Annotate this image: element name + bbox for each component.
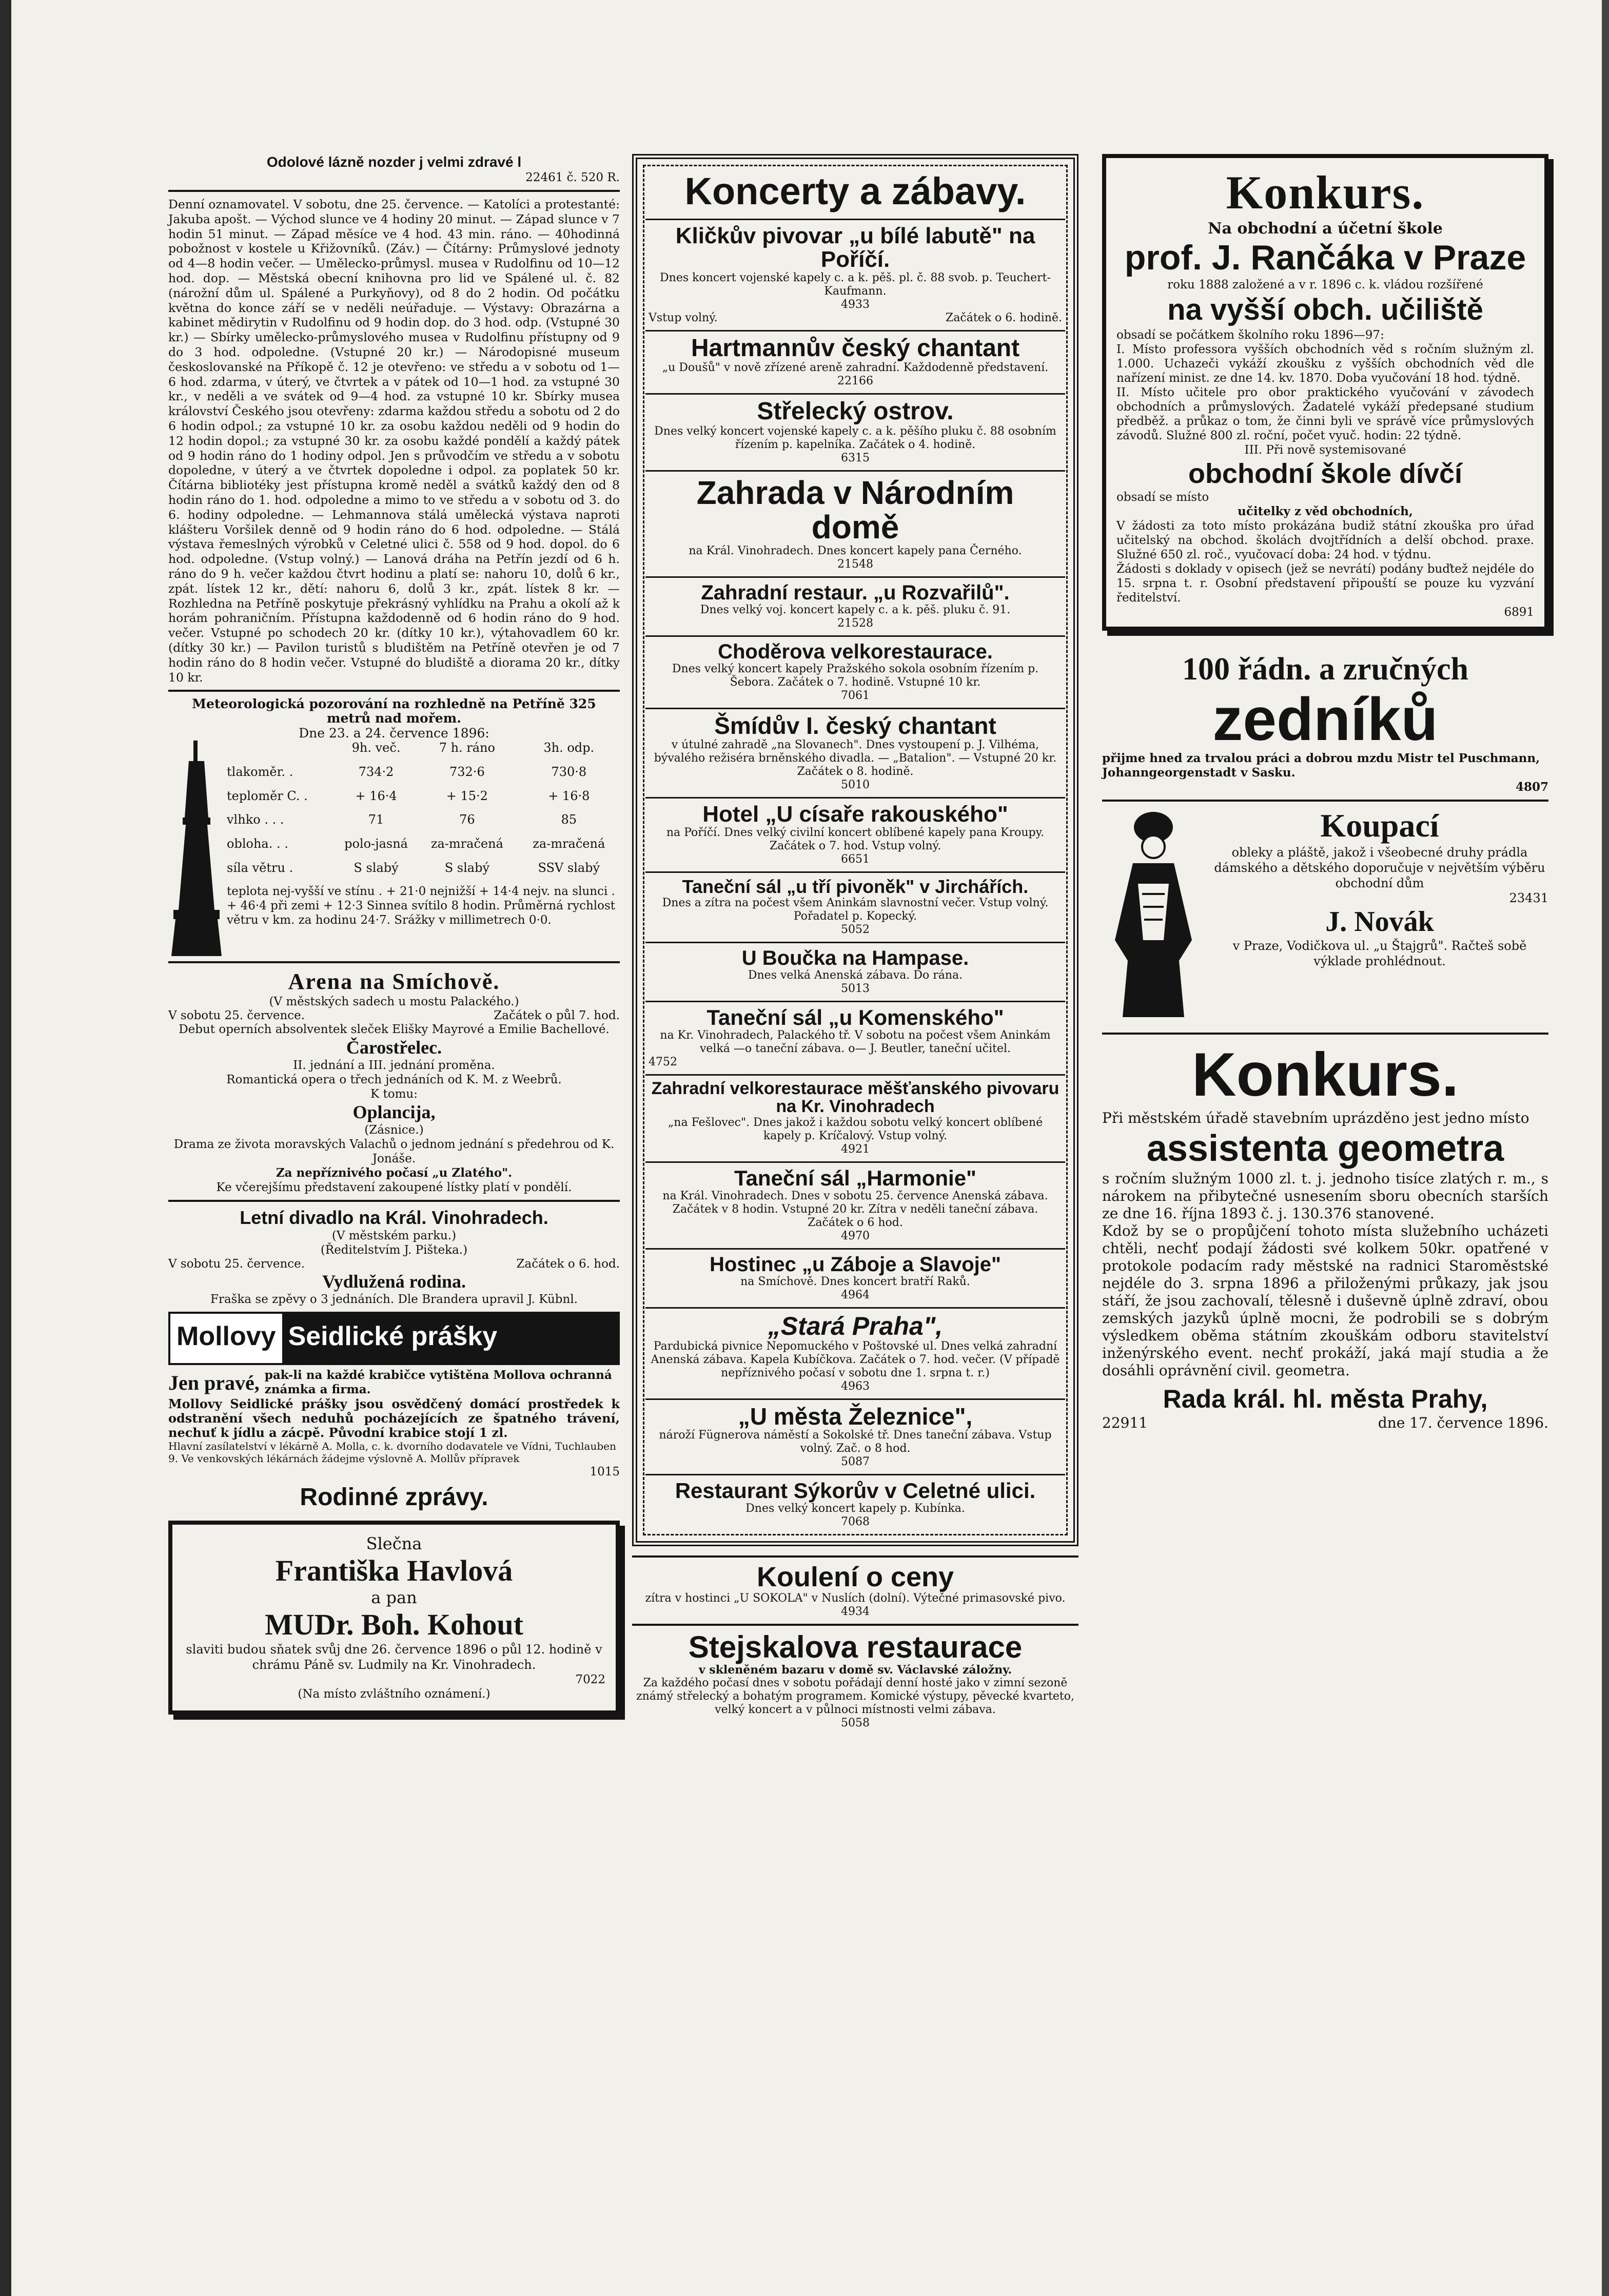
zednici-ref: 4807 xyxy=(1515,780,1548,794)
family-line3: a pan xyxy=(371,1588,417,1608)
stejskal-text: Za každého počasí dnes v sobotu pořádají denní hosté jako v zimní sezoně známý střelecký a bohatým programem. Komické výstupy, pěvecké kvarteto, velký koncert a v půlnoci místnosti velmi zábava. xyxy=(636,1676,1075,1716)
konkurs1-title: Konkurs. xyxy=(1226,166,1425,219)
mollov-ref: 1015 xyxy=(590,1465,620,1479)
mollov-jen-sub: pak-li na každé krabičce vytištěna Mollova ochranná známka a firma. xyxy=(264,1368,612,1397)
meteo-section xyxy=(168,697,620,956)
koulení-title: Koulení o ceny xyxy=(756,1561,954,1592)
zednici-ad xyxy=(1102,651,1548,794)
koupaci-ad xyxy=(1102,807,1548,1027)
mollov-label-b: Seidlické prášky xyxy=(282,1314,618,1363)
concert-ad: Hartmannův český chantant „u Doušů" v nově zřízené areně zahradní. Každodenně představení. 22166 xyxy=(645,332,1065,395)
meteo-note: teplota nej-vyšší ve stínu . + 21·0 nejnižší + 14·4 nejv. na slunci . + 46·4 při zemi + 12·3 Sinnea svítilo 8 hodin. Průměrná rychlost větru v km. za hodinu 24·7. Srážky v millimetrech 0·0. xyxy=(227,885,616,927)
family-line1: Slečna xyxy=(366,1534,422,1554)
divider xyxy=(1102,1033,1548,1035)
tower-illustration xyxy=(168,741,225,956)
arena-debut: Debut operních absolventek sleček Elišky Mayrové a Emilie Bachellové. xyxy=(179,1023,610,1037)
stejskal-ad xyxy=(632,1624,1078,1730)
arena-show1: Čarostřelec. xyxy=(346,1037,442,1058)
family-line2: Františka Havlová xyxy=(275,1554,513,1588)
konkurs1-p1: obsadí se počátkem školního roku 1896—97: xyxy=(1116,328,1384,342)
mollov-jen: Jen pravé, xyxy=(168,1371,260,1394)
family-heading: Rodinné zprávy. xyxy=(300,1484,488,1511)
konkurs1-p4: III. Při nově systemisované xyxy=(1244,443,1406,457)
zednici-text: přijme hned za trvalou práci a dobrou mzdu Mistr tel Puschmann, Johanngeorgenstadt v Sasku. xyxy=(1102,751,1540,780)
daily-notices: Denní oznamovatel. V sobotu, dne 25. července. — Katolíci a protestanté: Jakuba apošt. — Východ slunce ve 4 hodiny 20 minut. — Západ slunce v 7 hodin 51 minut. — Západ měsíce ve 4 hod. 43 min. ráno. — 40hodinná pobožnost v kostele u Křižovníků. (Záv.) — Čítárny: Průmyslové jednoty od 4—8 hodin večer. — Umělecko-průmysl. musea v Rudolfinu od 10—12 hod. dop. — Městská obecní knihovna pro lid ve Spálené ul. č. 82 (nárožní dům ul. Spálené a Purkyňovy), od 8 do 2 hodin. Od počátku května do konce září se v neděli neúřaduje. — Výstavy: Obrazárna a kabinet mědirytin v Rudolfinu od 9 hodin dop. do 3 hod. odp. (Vstupné 30 kr.) — Sbírky umělecko-průmyslového musea v Rudolfinu přístupny od 9 do 3 hod. odpoledne. (Vstupné 20 kr.) — Národopisné museum českoslovanské na Příkopě č. 12 je otevřeno: ve středu a v sobotu od 1—6 hod. zdarma, v úterý, ve čtvrtek a v pátek od 10—1 hod. za vstupné 30 kr., v neděli a ve svátek od 9—4 hod. za vstupné 10 kr. Sbírky musea království Českého jsou otevřeny: zdarma každou středu a sobotu od 2 do 6 hodin odpol.; za vstupné 10 kr. za osobu každou neděli od 9 hodin do 12 hodin dopol.; za vstupné 30 kr. za osobu každé pondělí a každý pátek od 9 hodin ráno do 1 hodiny odpol. Jen s průvodčím ve středu a v sobotu dopoledne, v úterý a ve čtvrtek dopoledne i odpol. za poplatek 50 kr. Čítárna bibliotéky jest přístupna kromě neděl a svátků každý den od 8 hodin ráno do 1. hod. odpoledne a mimo to ve středu a v sobotu od 3. do 6. hodiny odpoledne. — Lehmannova stálá umělecká výstava naproti klášteru Voršilek denně od 9 hodin ráno do 6 hod. odpoledne. — Stálá výstava řemeslných výrobků v Celetné ulici č. 558 od 9 hod. dopol. do 6 hod. odpoledne. (Vstup volný.) — Lanová dráha na Petřín jezdí od 6 h. ráno do 9 h. večer každou čtvrt hodinu a platí se: nahoru 10, dolů 6 kr., zpát. lístek 12 kr., dětí: nahoru 6, dolů 3 kr., zpát. lístek 8 kr. — Rozhledna na Petříně poskytuje překrásný vyhlídku na Prahu a okolí až k horám pohraničním. Přístupna každodenně od 6 hodin ráno do 9 hod. večer. Vstupné po schodech 20 kr. (dítky 10 kr.), výtahovadlem 60 kr. (dítky 30 kr.) — Pavilon turistů s bludištěm na Petříně otevřen je od 7 hodin ráno do 8 hodin večer. Vstupné do bludiště a diorama 20 kr., dítky 10 kr. xyxy=(168,197,620,685)
konkurs1-sub: Na obchodní a účetní škole xyxy=(1208,220,1443,238)
meteo-col: 7 h. ráno xyxy=(439,741,496,755)
konkurs1-p5: obsadí se místo xyxy=(1116,491,1209,504)
concert-ad: Zahradní restaur. „u Rozvařilů". Dnes velký voj. koncert kapely c. a k. pěš. pluku č. 91. 21528 xyxy=(645,578,1065,637)
concert-ad: Šmídův I. český chantant v útulné zahradě „na Slovanech". Dnes vystoupení p. J. Vilhéma, bývalého režiséra brněnského divadla. — „Batalion". — Vstupné 20 kr. Začátek o 8. hodině. 5010 xyxy=(645,709,1065,798)
arena-show1-desc: Romantická opera o třech jednáních od K. M. z Weebrů. xyxy=(226,1073,562,1087)
arena-date: V sobotu 25. července. xyxy=(168,1009,305,1023)
divider xyxy=(168,961,620,963)
arena-k-tomu: K tomu: xyxy=(370,1087,418,1101)
concert-ad: Zahrada v Národním domě na Král. Vinohradech. Dnes koncert kapely pana Černého. 21548 xyxy=(645,472,1065,578)
middle-column xyxy=(632,154,1078,1730)
concert-ad: Taneční sál „u Komenského" na Kr. Vinohradech, Palackého tř. V sobotu na počest všem Aninkám velká —o taneční zábava. o— J. Beutler, taneční učitel. 4752 xyxy=(645,1002,1065,1076)
scan-edge-right xyxy=(1602,0,1609,2296)
koupaci-title: Koupací xyxy=(1320,807,1439,844)
zednici-head: 100 řádn. a zručných xyxy=(1182,652,1468,687)
konkurs1-big2: obchodní škole dívčí xyxy=(1188,458,1463,489)
arena-show2-desc: Drama ze života moravských Valachů o jednom jednání s předehrou od K. Jonáše. xyxy=(173,1138,615,1166)
family-note: (Na místo zvláštního oznámení.) xyxy=(298,1687,490,1701)
concert-ad: Kličkův pivovar „u bílé labutě" na Poříčí. Dnes koncert vojenské kapely c. a k. pěš. pl. č. 88 svob. p. Teuchert-Kaufmann. 4933 Vstup volný. Začátek o 6. hodině. xyxy=(645,220,1065,332)
konkurs2-big: assistenta geometra xyxy=(1146,1128,1504,1169)
koulení-ref: 4934 xyxy=(841,1605,870,1618)
family-ref: 7022 xyxy=(575,1673,605,1687)
divadlo-section xyxy=(168,1207,620,1307)
concert-ad: „Stará Praha", Pardubická pivnice Nepomuckého v Poštovské ul. Dnes velká zahradní Anenská zábava. Kapela Kubíčkova. Začátek o 7. hod. večer. (V případě nepříznivého počasí v sobotu dne 1. srpna t. r.) 4963 xyxy=(645,1309,1065,1400)
koulení-text: zítra v hostinci „U SOKOLA" v Nuslích (dolní). Výtečné primasovské pivo. xyxy=(645,1591,1066,1605)
koulení-ad xyxy=(632,1555,1078,1619)
family-notice xyxy=(168,1521,620,1715)
stejskal-sub: v skleněném bazaru v domě sv. Václavské záložny. xyxy=(698,1663,1012,1677)
left-column xyxy=(168,154,620,1715)
arena-sub: (V městských sadech u mostu Palackého.) xyxy=(269,995,519,1009)
konkurs1-founded: roku 1888 založené a v r. 1896 c. k. vládou rozšířené xyxy=(1167,278,1483,291)
stejskal-title: Stejskalova restaurace xyxy=(688,1629,1023,1664)
konkurs2-date: dne 17. července 1896. xyxy=(1378,1414,1548,1431)
konkurs1-p8: Žádosti s doklady v opisech (jež se nevrátí) podány buďtež nejdéle do 15. srpna t. r. Osobní představení připouští se pouze ku vyzvání ředitelství. xyxy=(1116,562,1534,605)
concert-ad: Střelecký ostrov. Dnes velký koncert vojenské kapely c. a k. pěšího pluku č. 88 osobním řízením p. kapelníka. Začátek o 4. hodině. 6315 xyxy=(645,395,1065,471)
koupaci-ref: 23431 xyxy=(1509,891,1548,905)
meteo-row: teploměr C. . + 16·4 + 15·2 + 16·8 xyxy=(227,788,590,803)
arena-note: Za nepříznivého počasí „u Zlatého". xyxy=(276,1166,513,1180)
meteo-row: síla větru . S slabý S slabý SSV slabý xyxy=(227,860,600,875)
concerts-title: Koncerty a zábavy. xyxy=(645,166,1065,220)
arena-start: Začátek o půl 7. hod. xyxy=(494,1009,620,1023)
divadlo-sub2: (Ředitelstvím J. Pišteka.) xyxy=(320,1243,468,1257)
concert-ad: Hotel „U císaře rakouského" na Poříčí. Dnes velký civilní koncert oblíbené kapely pana Kroupy. Začátek o 7. hod. Vstup volný. 6651 xyxy=(645,799,1065,873)
koupaci-name: J. Novák xyxy=(1325,906,1434,938)
arena-show1-sub: II. jednání a III. jednání proměna. xyxy=(293,1059,495,1073)
meteo-row: vlhko . . . 71 76 85 xyxy=(227,812,577,827)
arena-show2-sub: (Zásnice.) xyxy=(364,1123,424,1137)
mollov-text2: Hlavní zasílatelství v lékárně A. Molla, c. k. dvorního dodavatele ve Vídni, Tuchlauben 9. Ve venkovských lékárnách žádejme výslovně A. Mollův přípravek xyxy=(168,1440,616,1465)
divider xyxy=(1102,800,1548,802)
concert-ad: Hostinec „u Záboje a Slavoje" na Smíchově. Dnes koncert bratří Raků. 4964 xyxy=(645,1250,1065,1309)
meteo-row: tlakoměr. . 734·2 732·6 730·8 xyxy=(227,764,587,779)
concert-ad: Choděrova velkorestaurace. Dnes velký koncert kapely Pražského sokola osobním řízením p. Šebora. Začátek o 7. hodině. Vstupné 10 kr. 7061 xyxy=(645,637,1065,709)
concert-ad: U Boučka na Hampase. Dnes velká Anenská zábava. Do rána. 5013 xyxy=(645,943,1065,1002)
koupaci-addr: v Praze, Vodičkova ul. „u Štajgrů". Račteš sobě výklade prohlédnout. xyxy=(1232,939,1527,968)
divadlo-title: Letní divadlo na Král. Vinohradech. xyxy=(240,1207,548,1229)
right-column xyxy=(1102,154,1548,1432)
divadlo-start: Začátek o 6. hod. xyxy=(516,1257,620,1271)
konkurs-school-ad xyxy=(1102,154,1548,631)
concert-ad: Taneční sál „u tří pivoněk" v Jirchářích. Dnes a zítra na počest všem Aninkám slavnostní večer. Vstup volný. Pořadatel p. Kopecký. 5052 xyxy=(645,873,1065,943)
concert-ad: „U města Železnice", nároží Fügnerova náměstí a Sokolské tř. Dnes taneční zábava. Vstup volný. Zač. o 8 hod. 5087 xyxy=(645,1400,1065,1475)
meteo-dates: Dne 23. a 24. července 1896: xyxy=(299,726,489,741)
konkurs1-ref: 6891 xyxy=(1504,606,1534,619)
meteo-col: 3h. odp. xyxy=(543,741,595,755)
concert-ad: Taneční sál „Harmonie" na Král. Vinohradech. Dnes v sobotu 25. července Anenská zábava. Začátek v 8 hodin. Vstupné 20 kr. Zítra v neděli taneční zábava. Začátek o 6 hod. 4970 xyxy=(645,1163,1065,1250)
konkurs-geometer-ad xyxy=(1102,1040,1548,1432)
mollov-text: Mollovy Seidlické prášky jsou osvědčený domácí prostředek k odstranění všech neduhů pocházejících ze špatného trávení, nechuť k jídlu a zácpě. Původní krabice stojí 1 zl. xyxy=(168,1396,620,1441)
konkurs1-p7: V žádosti za toto místo prokázána budiž státní zkouška pro úřad učitelský na obchod. školách dvojtřídních a delší obchod. praxe. Služné 650 zl. roč., vyučovací doba: 24 hod. v týdnu. xyxy=(1116,519,1534,561)
family-text: slaviti budou sňatek svůj dne 26. července 1896 o půl 12. hodině v chrámu Páně sv. Ludmily na Kr. Vinohradech. xyxy=(186,1642,602,1672)
scan-edge-left xyxy=(0,0,11,2296)
meteo-row: obloha. . . polo-jasná za-mračená za-mračená xyxy=(227,836,605,851)
family-line4: MUDr. Boh. Kohout xyxy=(265,1608,523,1642)
konkurs1-name: prof. J. Rančáka v Praze xyxy=(1124,238,1526,277)
konkurs2-title: Konkurs. xyxy=(1191,1040,1459,1109)
divider xyxy=(168,1200,620,1202)
concert-ads xyxy=(645,220,1065,1534)
konkurs1-big: na vyšší obch. učiliště xyxy=(1167,293,1483,326)
konkurs2-p1: Při městském úřadě stavebním uprázděno jest jedno místo xyxy=(1102,1110,1529,1126)
konkurs2-p2: s ročním služným 1000 zl. t. j. jednoho tisíce zlatých r. m., s nárokem na přibytečné usnesením sboru obecních starších ze dne 16. října 1893 č. j. 130.376 stanovené. xyxy=(1102,1170,1548,1222)
divadlo-desc: Fraška se zpěvy o 3 jednáních. Dle Brandera upravil J. Kübnl. xyxy=(210,1293,578,1307)
concert-ad: Zahradní velkorestaurace měšťanského pivovaru na Kr. Vinohradech „na Fešlovec". Dnes jakož i každou sobotu velký koncert oblíbené kapely p. Kríčalový. Vstup volný. 4921 xyxy=(645,1076,1065,1163)
concerts-box xyxy=(632,154,1078,1546)
divadlo-sub: (V městském parku.) xyxy=(331,1229,457,1243)
konkurs1-p3: II. Místo učitele pro obor praktického vyučování v závodech obchodních a průmyslových. Žadatelé vykáží předepsané studium předběž. a průkaz o tom, že činni byli ve správě více průmyslových závodů. Služné 800 zl. roční, počet vyuč. hodin: 22 týdně. xyxy=(1116,386,1534,442)
konkurs2-sign: Rada král. hl. města Prahy, xyxy=(1163,1385,1488,1413)
meteo-table xyxy=(225,741,620,956)
koupaci-text: obleky a pláště, jakož i všeobecné druhy prádla dámského a dětského doporučuje v největším výběru obchodní dům xyxy=(1214,845,1545,890)
meteo-title: Meteorologická pozorování na rozhledně na Petříně 325 metrů nad mořem. xyxy=(192,696,596,726)
divadlo-show: Vydlužená rodina. xyxy=(322,1271,466,1292)
arena-title: Arena na Smíchově. xyxy=(288,969,500,995)
health-headline: Odolové lázně nozder j velmi zdravé l xyxy=(266,154,522,170)
meteo-col: 9h. več. xyxy=(351,741,401,755)
arena-section xyxy=(168,968,620,1195)
divadlo-date: V sobotu 25. července. xyxy=(168,1257,305,1271)
mollov-label-a: Mollovy xyxy=(170,1314,282,1363)
konkurs2-ref: 22911 xyxy=(1102,1414,1148,1431)
arena-note2: Ke včerejšímu představení zakoupené lístky platí v pondělí. xyxy=(216,1181,572,1195)
stejskal-ref: 5058 xyxy=(841,1716,870,1729)
arena-show2: Oplancija, xyxy=(352,1102,436,1123)
konkurs2-p3: Kdož by se o propůjčení tohoto místa služebního ucházeti chtěli, nechť podají žádosti své kolkem 50kr. opatřené v protokole podacím rady městské na radnici Staroměstské nejdéle do 3. srpna 1896 a přiloženými průkazy, jak jsou stáří, že jsou zachovalí, tělesně i duševně úplně zdraví, obou zemských jazyků úplně mocni, že podrobili se s dobrým výsledkem oběma státním zkouškám odboru stavitelství inženýrského event. nechť prokáží, jaká mají studia a že dosáhli oprávnění civil. geometra. xyxy=(1102,1222,1548,1379)
konkurs1-p6: učitelky z věd obchodních, xyxy=(1238,504,1413,518)
konkurs1-p2: I. Místo professora vyšších obchodních věd s ročním služným zl. 1.000. Uchazeči vykáží zkoušku z vyšších obchodních věd dle nařízení minist. ze dne 14. kv. 1870. Doba vyučování 18 hod. týdně. xyxy=(1116,343,1534,385)
mollov-banner xyxy=(168,1312,620,1365)
divider xyxy=(168,690,620,692)
divider xyxy=(168,190,620,192)
zednici-big: zedníků xyxy=(1212,686,1438,753)
concert-ad: Restaurant Sýkorův v Celetné ulici. Dnes velký koncert kapely p. Kubínka. 7068 xyxy=(675,1478,1036,1528)
health-ref: 22461 č. 520 R. xyxy=(525,171,620,184)
bather-illustration xyxy=(1102,807,1205,1027)
